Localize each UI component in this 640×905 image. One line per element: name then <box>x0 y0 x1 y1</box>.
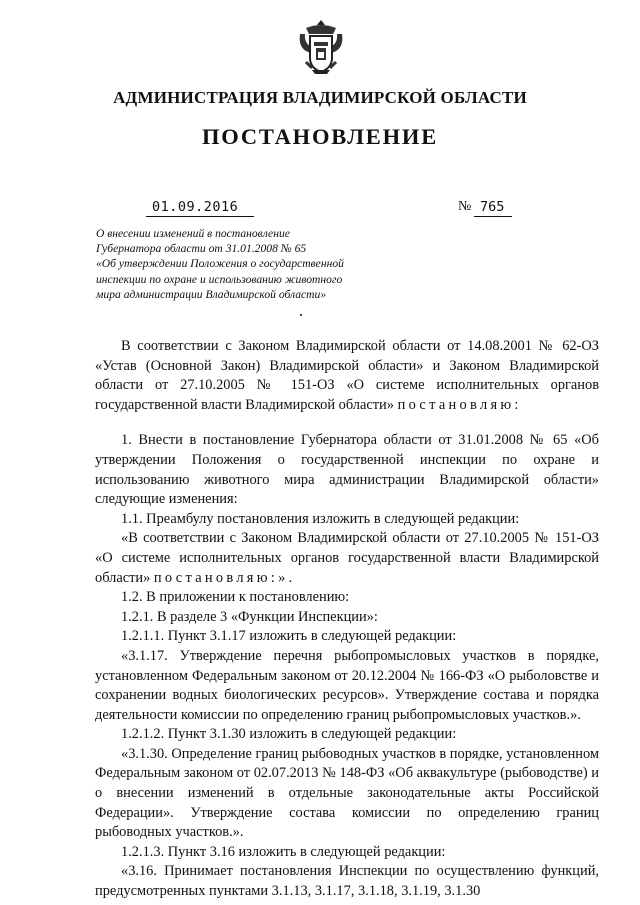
document-subject <box>96 226 396 302</box>
item-3-1-30: «3.1.30. Определение границ рыбоводных участков в порядке, установленном Федеральным законом от 02.07.2013 № 148-ФЗ «Об аквакультуре (рыбоводстве) и о внесении изменений в отдельные законодательные акты Российской Федерации». Утверждение состава комиссии по определению границ рыбоводных участков.». <box>95 745 599 841</box>
clause-1-2-1-1: 1.2.1.1. Пункт 3.1.17 изложить в следующей редакции: <box>121 628 457 645</box>
clause-1-2-1-3: 1.2.1.3. Пункт 3.16 изложить в следующей редакции: <box>121 843 446 860</box>
clause-1-1-text <box>95 529 599 588</box>
date-underline <box>146 216 254 217</box>
clause-1-1-body: «В соответствии с Законом Владимирской области от 27.10.2005 № 151-ОЗ «О системе исполнительных органов государственной власти Владимирской области» <box>95 530 599 586</box>
subject-line: «Об утверждении Положения о государственной <box>96 257 344 271</box>
preamble-keyword: постановляю: <box>397 396 522 413</box>
document-body <box>95 337 599 902</box>
stray-mark <box>300 314 302 316</box>
clause-1: 1. Внести в постановление Губернатора области от 31.01.2008 № 65 «Об утверждении Положения о государственной инспекции по охране и использованию животного мира администрации Владимирской области» следующие изменения: <box>95 432 599 508</box>
preamble-text: В соответствии с Законом Владимирской области от 14.08.2001 № 62-ОЗ «Устав (Основной Закон) Владимирской области» и Законом Владимирской области от 27.10.2005 № 151-ОЗ «О системе исполнительных органов государственной власти Владимирской области» <box>95 338 599 413</box>
document-number: 765 <box>480 199 505 215</box>
clause-1-1-keyword: постановляю:». <box>153 569 296 586</box>
coat-of-arms-icon <box>296 18 346 76</box>
clause-1-2-1-2: 1.2.1.2. Пункт 3.1.30 изложить в следующей редакции: <box>121 726 457 743</box>
subject-line: инспекции по охране и использованию животного <box>96 272 343 286</box>
subject-line: Губернатора области от 31.01.2008 № 65 <box>96 242 307 256</box>
subject-line: О внесении изменений в постановление <box>96 227 290 240</box>
clause-1-1: 1.1. Преамбулу постановления изложить в следующей редакции: <box>121 510 520 527</box>
number-sign: № <box>458 199 472 214</box>
subject-line: мира администрации Владимирской области» <box>96 287 327 301</box>
number-underline <box>474 216 512 217</box>
item-3-1-17: «3.1.17. Утверждение перечня рыбопромысловых участков в порядке, установленном Федеральным законом от 20.12.2004 № 166-ФЗ «О рыболовстве и сохранении водных биологических ресурсов». Утверждение состава и порядка деятельности комиссии по определению границ рыбопромысловых участков.». <box>95 647 599 723</box>
clause-1-2-1: 1.2.1. В разделе 3 «Функции Инспекции»: <box>121 608 378 625</box>
item-3-16: «3.16. Принимает постановления Инспекции по осуществлению функций, предусмотренных пунктами 3.1.13, 3.1.17, 3.1.18, 3.1.19, 3.1.30 <box>95 863 599 900</box>
clause-1-2: 1.2. В приложении к постановлению: <box>121 589 350 606</box>
document-date: 01.09.2016 <box>152 199 239 215</box>
preamble-paragraph <box>95 337 599 415</box>
document-type-title: ПОСТАНОВЛЕНИЕ <box>202 124 438 149</box>
organization-name: АДМИНИСТРАЦИЯ ВЛАДИМИРСКОЙ ОБЛАСТИ <box>113 88 527 107</box>
